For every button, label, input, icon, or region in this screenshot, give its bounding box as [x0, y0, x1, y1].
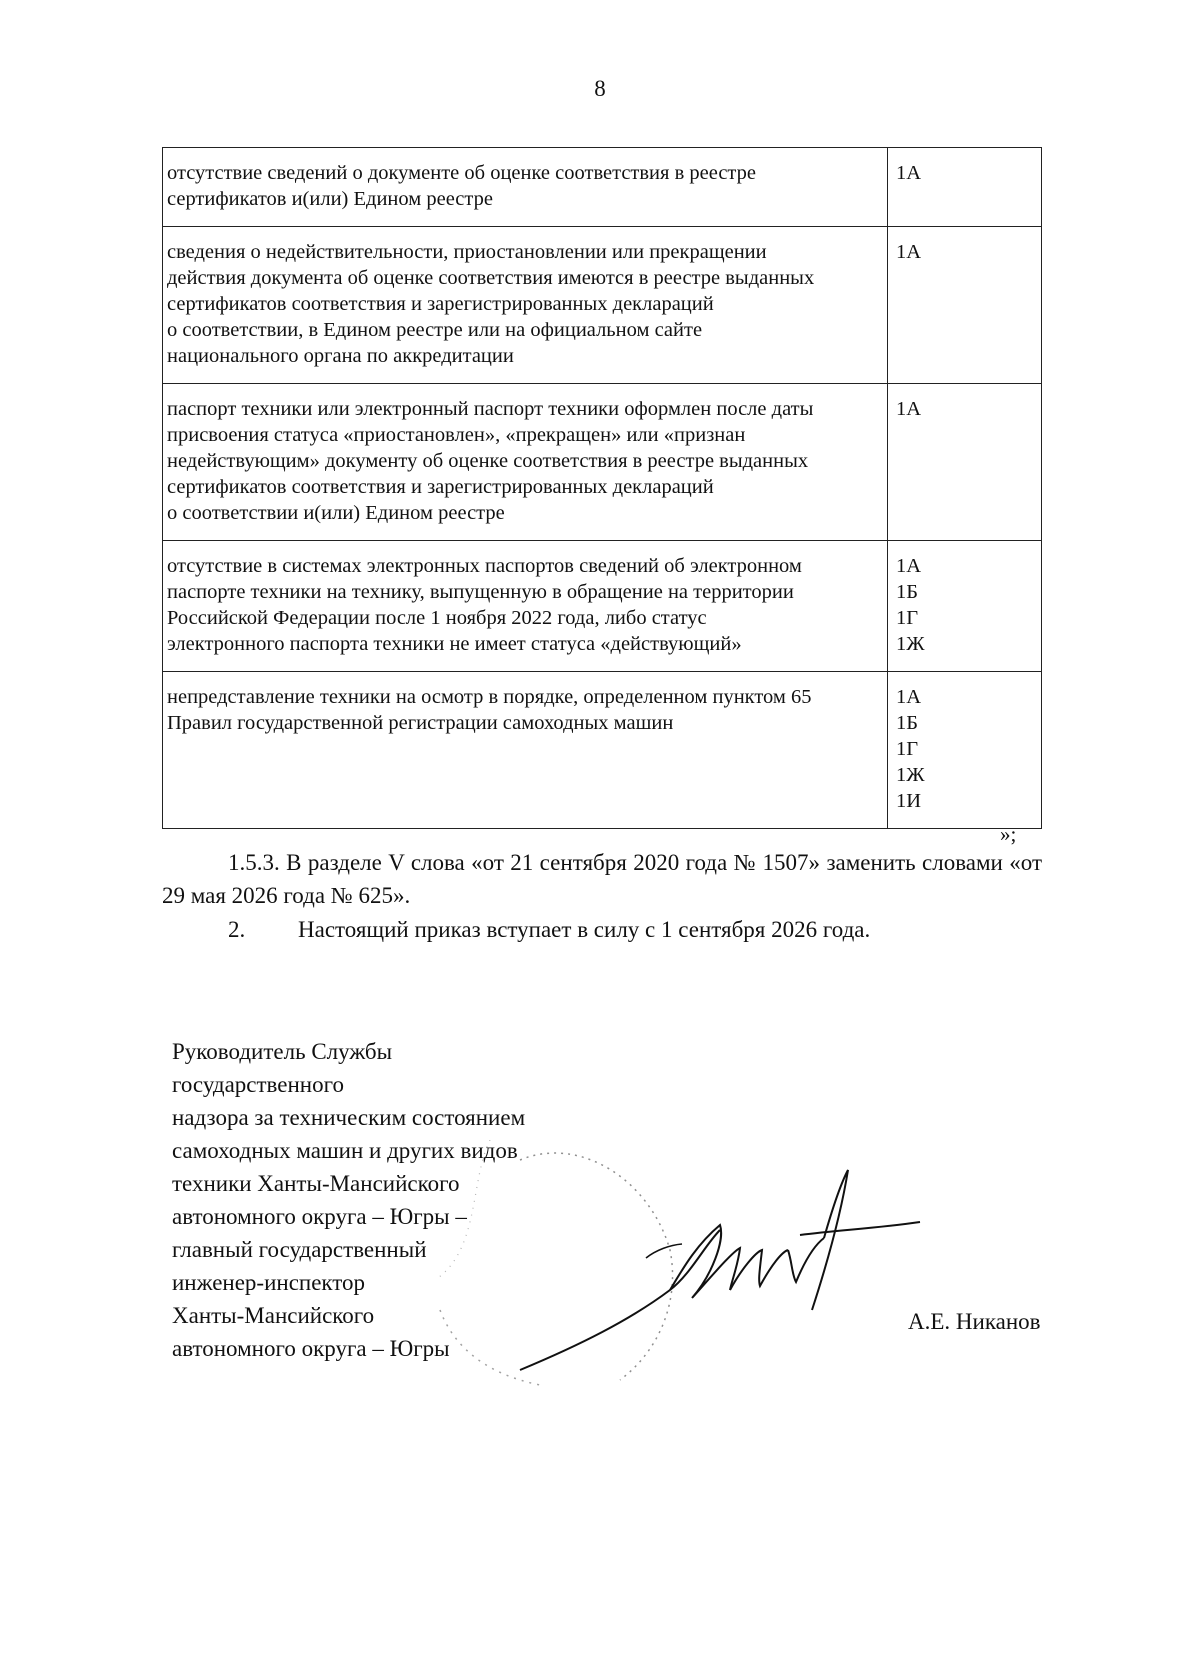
position-line: автономного округа – Югры – [172, 1204, 467, 1229]
handwritten-signature [420, 1140, 940, 1410]
criteria-table [162, 147, 1042, 829]
position-line: государственного [172, 1072, 344, 1097]
table-row [163, 384, 1042, 541]
description-line: сертификатов соответствия и зарегистрированных деклараций [167, 293, 714, 315]
description-line: непредставление техники на осмотр в порядке, определенном пунктом 65 [167, 686, 812, 708]
row-codes [888, 672, 1042, 829]
position-line: самоходных машин и других видов [172, 1138, 518, 1163]
code: 1Г [896, 738, 919, 760]
table-row [163, 672, 1042, 829]
code: 1А [896, 686, 922, 708]
code: 1Б [896, 581, 919, 603]
description-line: сертификатов и(или) Едином реестре [167, 188, 493, 210]
code: 1Ж [896, 764, 925, 786]
description-line: о соответствии и(или) Едином реестре [167, 502, 505, 524]
row-description [163, 541, 888, 672]
paragraph-text: Настоящий приказ вступает в силу с 1 сентября 2026 года. [298, 917, 871, 942]
paragraph-number: 2. [228, 917, 246, 942]
row-codes [888, 227, 1042, 384]
table-row [163, 148, 1042, 227]
description-line: присвоения статуса «приостановлен», «прекращен» или «признан [167, 424, 746, 446]
code: 1А [896, 241, 922, 263]
row-description [163, 148, 888, 227]
description-line: национального органа по аккредитации [167, 345, 514, 367]
position-line: инженер-инспектор [172, 1270, 366, 1295]
position-line: техники Ханты-Мансийского [172, 1171, 460, 1196]
position-line: надзора за техническим состоянием [172, 1105, 526, 1130]
description-line: электронного паспорта техники не имеет статуса «действующий» [167, 633, 742, 655]
row-codes [888, 148, 1042, 227]
code: 1А [896, 162, 922, 184]
description-line: Правил государственной регистрации самоходных машин [167, 712, 674, 734]
row-codes [888, 541, 1042, 672]
description-line: о соответствии, в Едином реестре или на официальном сайте [167, 319, 703, 341]
position-line: главный государственный [172, 1237, 427, 1262]
description-line: действия документа об оценке соответствия имеются в реестре выданных [167, 267, 815, 289]
description-line: отсутствие сведений о документе об оценке соответствия в реестре [167, 162, 756, 184]
quote-close-mark: »; [1000, 822, 1017, 846]
description-line: сертификатов соответствия и зарегистрированных деклараций [167, 476, 714, 498]
row-codes [888, 384, 1042, 541]
signer-name: А.Е. Никанов [908, 1309, 1041, 1334]
table-row [163, 227, 1042, 384]
row-description [163, 227, 888, 384]
row-description [163, 672, 888, 829]
description-line: отсутствие в системах электронных паспортов сведений об электронном [167, 555, 802, 577]
description-line: Российской Федерации после 1 ноября 2022 года, либо статус [167, 607, 707, 629]
position-line: Руководитель Службы [172, 1039, 393, 1064]
position-line: автономного округа – Югры [172, 1336, 450, 1361]
description-line: недействующим» документу об оценке соответствия в реестре выданных [167, 450, 809, 472]
description-line: сведения о недействительности, приостановлении или прекращении [167, 241, 767, 263]
paragraph-2 [228, 913, 870, 946]
code: 1А [896, 555, 922, 577]
code: 1Г [896, 607, 919, 629]
table-row [163, 541, 1042, 672]
description-line: паспорт техники или электронный паспорт техники оформлен после даты [167, 398, 814, 420]
row-description [163, 384, 888, 541]
paragraph-1-5-3: 1.5.3. В разделе V слова «от 21 сентября 2020 года № 1507» заменить словами «от 29 мая 2026 года № 625». [162, 850, 1042, 908]
code: 1Ж [896, 633, 925, 655]
code: 1И [896, 790, 922, 812]
position-line: Ханты-Мансийского [172, 1303, 375, 1328]
description-line: паспорте техники на технику, выпущенную в обращение на территории [167, 581, 794, 603]
code: 1А [896, 398, 922, 420]
code: 1Б [896, 712, 919, 734]
page-number: 8 [594, 76, 606, 101]
